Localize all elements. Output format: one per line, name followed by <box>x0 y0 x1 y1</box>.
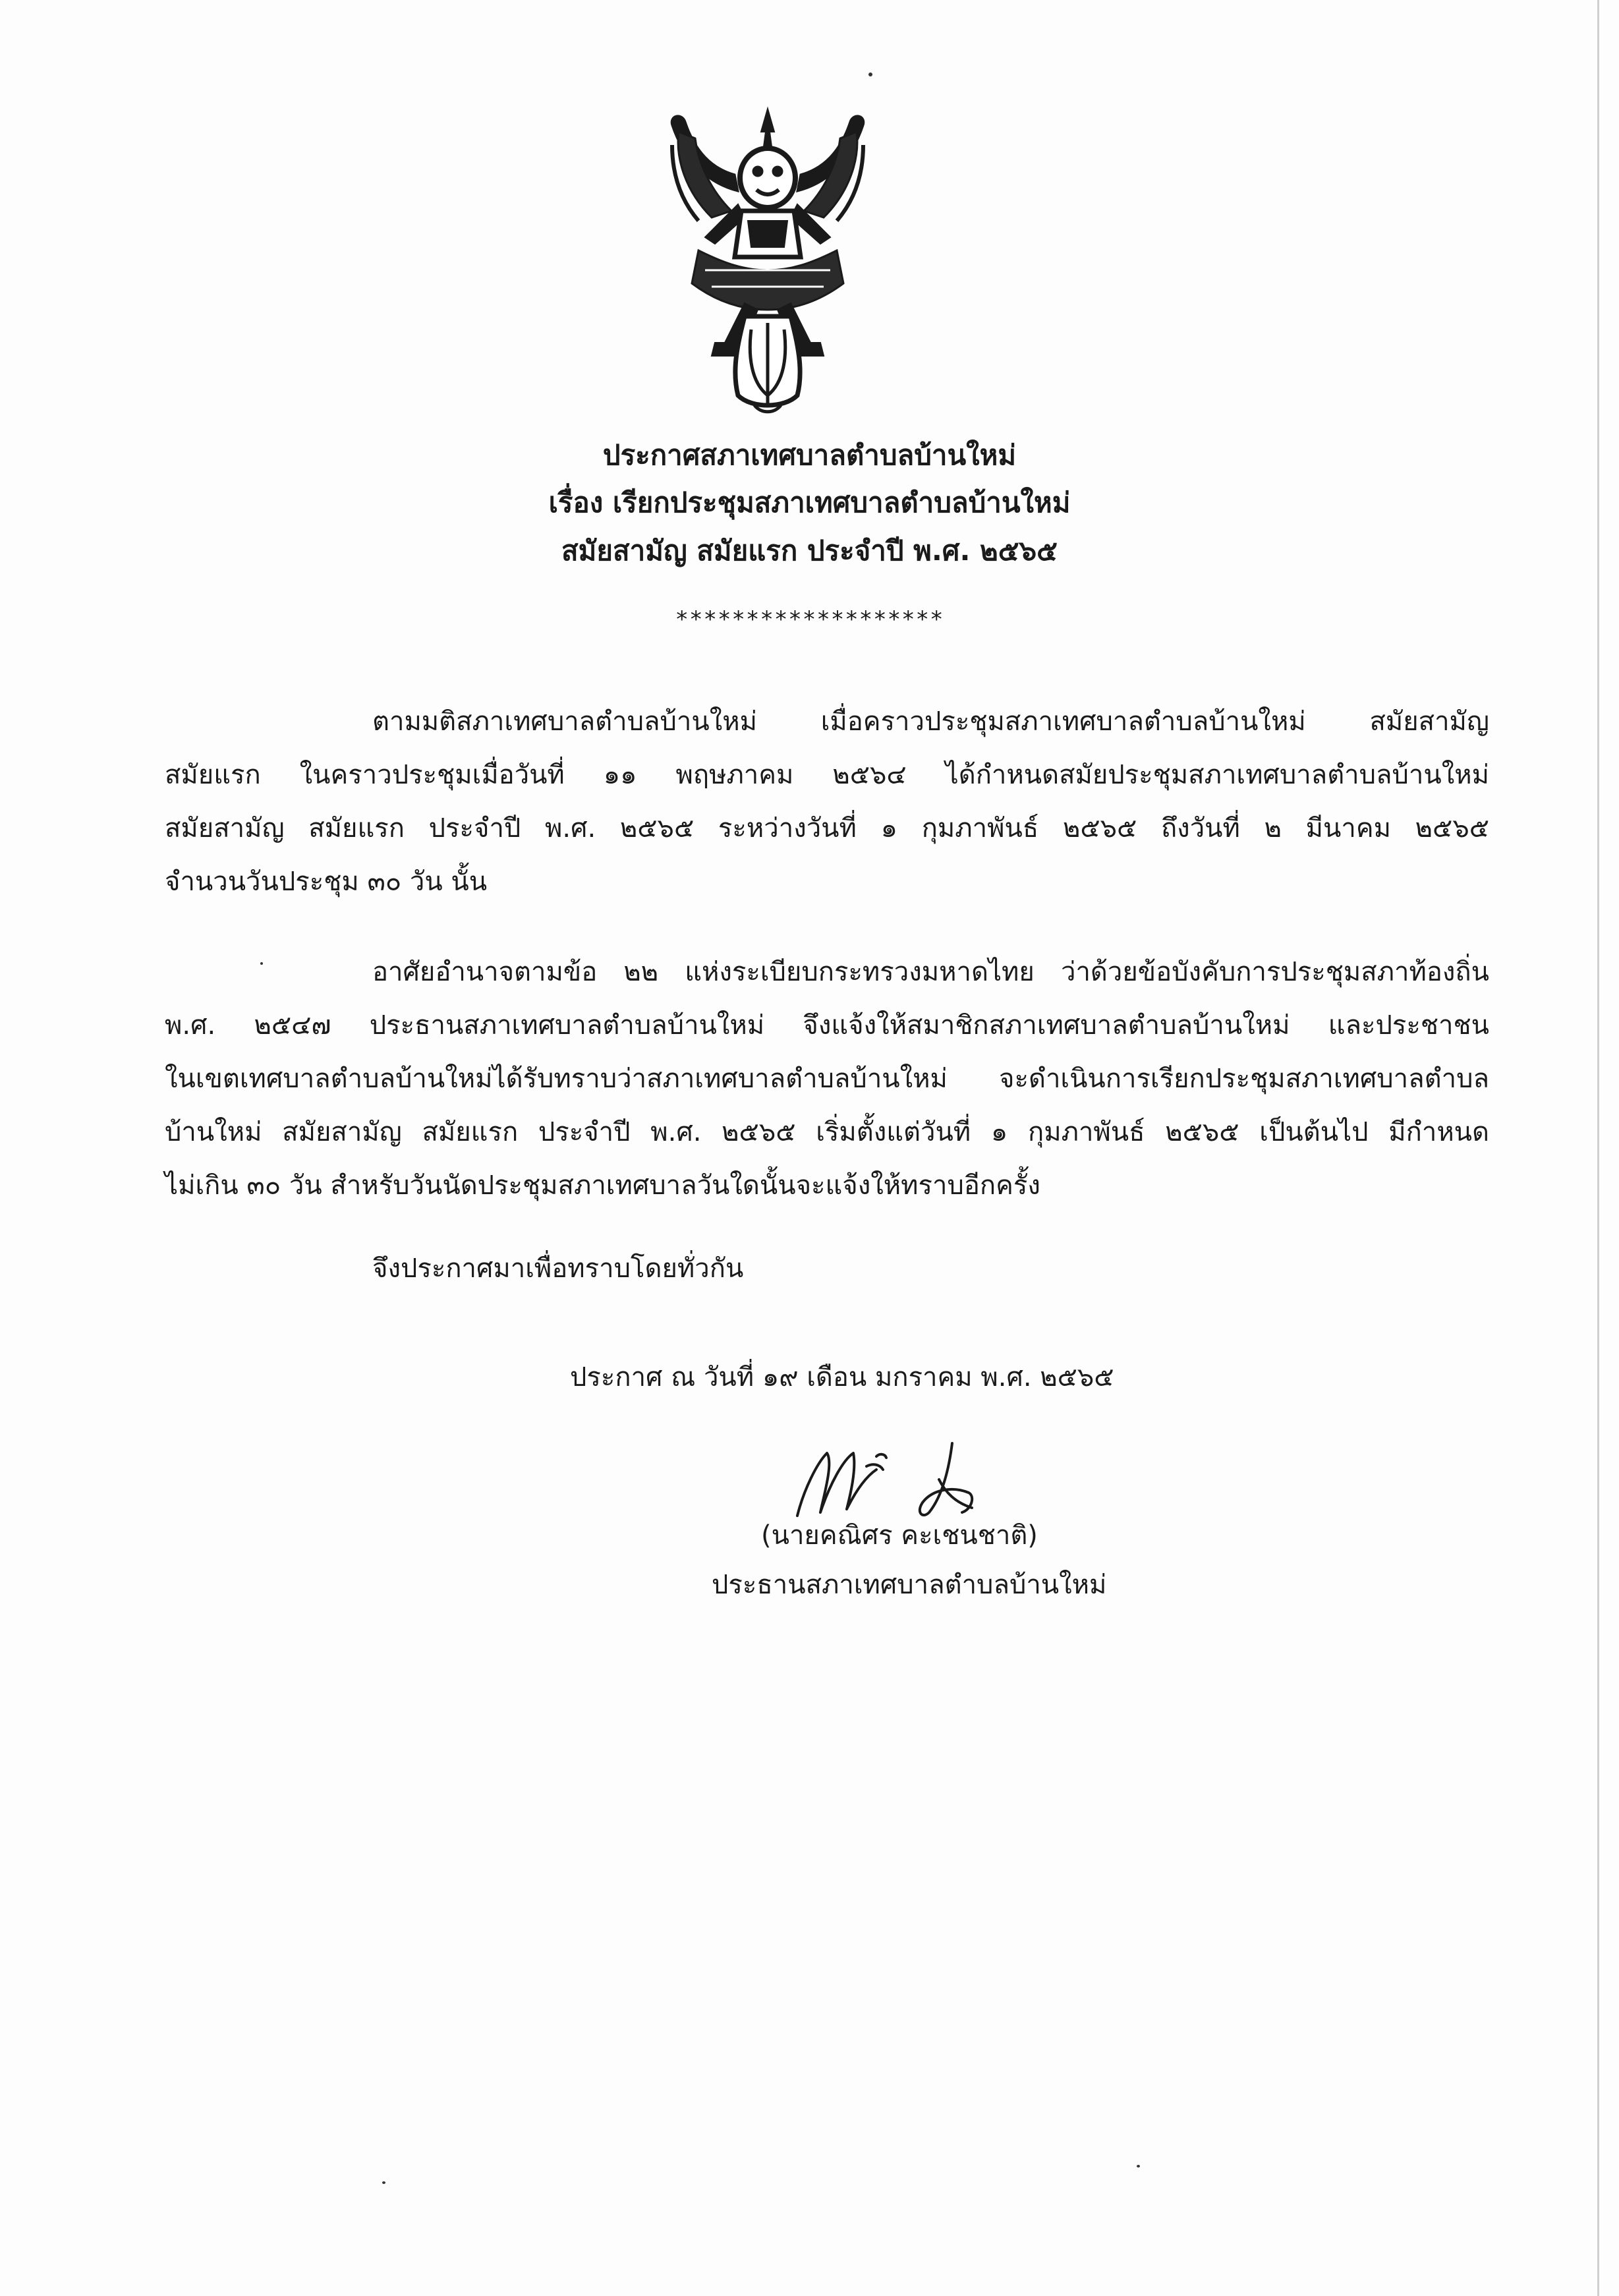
closing-statement: จึงประกาศมาเพื่อทราบโดยทั่วกัน <box>372 1253 744 1284</box>
paragraph-line: จำนวนวันประชุม ๓๐ วัน นั้น <box>165 867 488 897</box>
signer-name: (นายคณิศร คะเชนชาติ) <box>761 1520 1038 1551</box>
separator-stars: ******************* <box>675 606 944 633</box>
paragraph-line: อาศัยอำนาจตามข้อ ๒๒ แห่งระเบียบกระทรวงมหาดไทย ว่าด้วยข้อบังคับการประชุมสภาท้องถิ่น <box>372 957 1489 987</box>
paragraph-line: ไม่เกิน ๓๐ วัน สำหรับวันนัดประชุมสภาเทศบาลวันใดนั้นจะแจ้งให้ทราบอีกครั้ง <box>165 1170 1040 1201</box>
paragraph-line: ตามมติสภาเทศบาลตำบลบ้านใหม่ เมื่อคราวประชุมสภาเทศบาลตำบลบ้านใหม่ สมัยสามัญ <box>372 706 1489 737</box>
paragraph-2 <box>165 946 1489 1213</box>
announcement-subject: เรื่อง เรียกประชุมสภาเทศบาลตำบลบ้านใหม่ <box>548 486 1071 519</box>
scan-speck <box>868 72 872 76</box>
signer-title: ประธานสภาเทศบาลตำบลบ้านใหม่ <box>712 1570 1107 1600</box>
paragraph-1 <box>165 695 1489 909</box>
scan-speck <box>382 2181 385 2184</box>
paragraph-line: บ้านใหม่ สมัยสามัญ สมัยแรก ประจำปี พ.ศ. ๒๕๖๕ เริ่มตั้งแต่วันที่ ๑ กุมภาพันธ์ ๒๕๖๕ เป็นต้นไป มีกำหนด <box>165 1117 1489 1147</box>
scan-speck <box>1137 2165 1140 2167</box>
announcement-session: สมัยสามัญ สมัยแรก ประจำปี พ.ศ. ๒๕๖๕ <box>561 534 1058 567</box>
garuda-emblem-icon <box>659 105 876 415</box>
paragraph-line: สมัยแรก ในคราวประชุมเมื่อวันที่ ๑๑ พฤษภาคม ๒๕๖๔ ได้กำหนดสมัยประชุมสภาเทศบาลตำบลบ้านใหม่ <box>165 760 1489 790</box>
paragraph-line: พ.ศ. ๒๕๔๗ ประธานสภาเทศบาลตำบลบ้านใหม่ จึงแจ้งให้สมาชิกสภาเทศบาลตำบลบ้านใหม่ และประชาชน <box>165 1010 1489 1041</box>
handwritten-signature <box>787 1430 1005 1529</box>
paragraph-line: สมัยสามัญ สมัยแรก ประจำปี พ.ศ. ๒๕๖๕ ระหว่างวันที่ ๑ กุมภาพันธ์ ๒๕๖๕ ถึงวันที่ ๒ มีนาคม ๒๕๖๕ <box>165 813 1489 844</box>
scan-edge <box>1597 0 1599 2296</box>
paragraph-line: ในเขตเทศบาลตำบลบ้านใหม่ได้รับทราบว่าสภาเทศบาลตำบลบ้านใหม่ จะดำเนินการเรียกประชุมสภาเทศบาลตำบล <box>165 1064 1489 1094</box>
announcement-date: ประกาศ ณ วันที่ ๑๙ เดือน มกราคม พ.ศ. ๒๕๖๕ <box>570 1362 1114 1392</box>
announcement-title: ประกาศสภาเทศบาลตำบลบ้านใหม่ <box>602 439 1017 471</box>
